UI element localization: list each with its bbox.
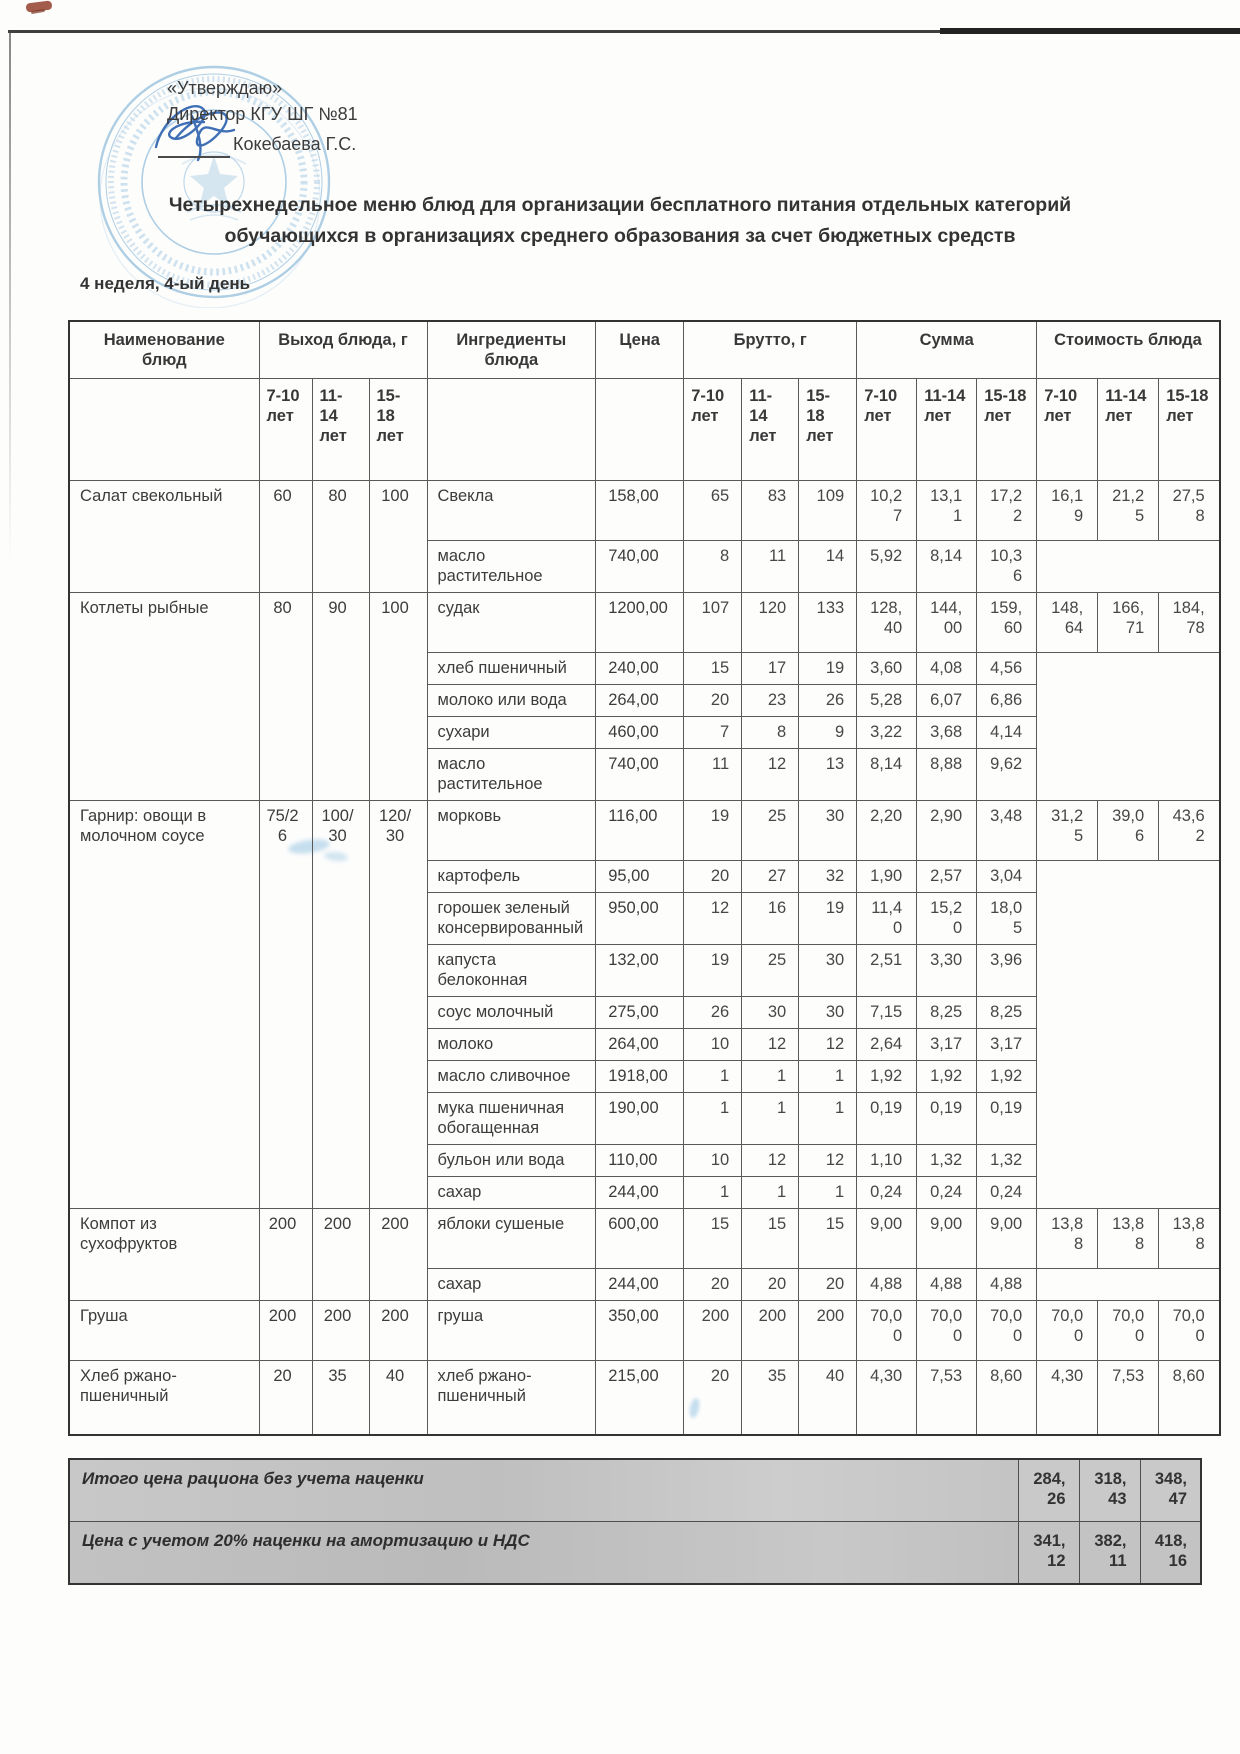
brutto-value: 10 — [684, 1145, 742, 1177]
ingredient-price: 740,00 — [596, 541, 684, 593]
brutto-value: 11 — [684, 749, 742, 801]
sum-value: 0,19 — [857, 1093, 917, 1145]
dish-cost: 70,00 — [1098, 1301, 1159, 1361]
sum-value: 3,22 — [857, 717, 917, 749]
scan-left-edge-shadow — [9, 31, 11, 561]
ingredient-name: сахар — [427, 1177, 596, 1209]
ingredient-price: 244,00 — [596, 1269, 684, 1301]
sum-value: 10,36 — [977, 541, 1037, 593]
brutto-value: 83 — [742, 481, 799, 541]
dish-output: 200 — [312, 1301, 369, 1361]
age-header-output-0: 7-10 лет — [259, 379, 312, 481]
ingredient-price: 158,00 — [596, 481, 684, 541]
sum-value: 4,88 — [857, 1269, 917, 1301]
sum-value: 3,30 — [917, 945, 977, 997]
ingredient-name: бульон или вода — [427, 1145, 596, 1177]
sum-value: 70,00 — [977, 1301, 1037, 1361]
dish-output: 200 — [369, 1301, 427, 1361]
dish-output: 20 — [259, 1361, 312, 1436]
sum-value: 70,00 — [857, 1301, 917, 1361]
sum-value: 6,07 — [917, 685, 977, 717]
brutto-value: 26 — [684, 997, 742, 1029]
ingredient-name: молоко — [427, 1029, 596, 1061]
sum-value: 144,00 — [917, 593, 977, 653]
sum-value: 4,08 — [917, 653, 977, 685]
sum-value: 10,27 — [857, 481, 917, 541]
brutto-value: 30 — [799, 945, 857, 997]
age-header-cost-1: 11-14 лет — [1098, 379, 1159, 481]
ingredient-price: 244,00 — [596, 1177, 684, 1209]
sum-value: 0,24 — [917, 1177, 977, 1209]
sum-value: 1,10 — [857, 1145, 917, 1177]
brutto-value: 15 — [684, 1209, 742, 1269]
dish-output: 100/30 — [312, 801, 369, 1209]
age-header-output-1: 11-14 лет — [312, 379, 369, 481]
cost-empty-cell — [1037, 1269, 1220, 1301]
cost-empty-cell — [1037, 653, 1220, 801]
age-header-sum-2: 15-18 лет — [977, 379, 1037, 481]
brutto-value: 23 — [742, 685, 799, 717]
signer-name: Кокебаева Г.С. — [233, 134, 357, 154]
age-header-brutto-1: 11-14 лет — [742, 379, 799, 481]
ingredient-price: 110,00 — [596, 1145, 684, 1177]
dish-cost: 8,60 — [1159, 1361, 1220, 1436]
sum-value: 5,92 — [857, 541, 917, 593]
dish-name: Компот из сухофруктов — [69, 1209, 259, 1301]
empty-header-cell — [596, 379, 684, 481]
sum-value: 3,68 — [917, 717, 977, 749]
dish-output: 90 — [312, 593, 369, 801]
ingredient-price: 950,00 — [596, 893, 684, 945]
sum-value: 15,20 — [917, 893, 977, 945]
dish-cost: 13,88 — [1159, 1209, 1220, 1269]
dish-output: 40 — [369, 1361, 427, 1436]
brutto-value: 8 — [742, 717, 799, 749]
ingredient-price: 350,00 — [596, 1301, 684, 1361]
age-header-brutto-0: 7-10 лет — [684, 379, 742, 481]
scan-edge-line-dark — [940, 28, 1240, 34]
brutto-value: 19 — [799, 893, 857, 945]
sum-value: 5,28 — [857, 685, 917, 717]
sum-value: 1,32 — [917, 1145, 977, 1177]
cost-empty-cell — [1037, 861, 1220, 1209]
dish-cost: 13,88 — [1098, 1209, 1159, 1269]
dish-output: 120/30 — [369, 801, 427, 1209]
col-header-sum: Сумма — [857, 321, 1037, 379]
table-row — [69, 1361, 1220, 1436]
age-header-output-2: 15-18 лет — [369, 379, 427, 481]
sum-value: 3,04 — [977, 861, 1037, 893]
empty-header-cell — [427, 379, 596, 481]
ingredient-name: сухари — [427, 717, 596, 749]
ingredient-price: 460,00 — [596, 717, 684, 749]
brutto-value: 12 — [799, 1145, 857, 1177]
sum-value: 2,20 — [857, 801, 917, 861]
totals-table — [68, 1458, 1202, 1585]
dish-output: 100 — [369, 481, 427, 593]
brutto-value: 13 — [799, 749, 857, 801]
ingredient-price: 1918,00 — [596, 1061, 684, 1093]
dish-cost: 13,88 — [1037, 1209, 1098, 1269]
dish-name: Хлеб ржано-пшеничный — [69, 1361, 259, 1436]
brutto-value: 27 — [742, 861, 799, 893]
ingredient-name: капуста белоконная — [427, 945, 596, 997]
dish-name: Гарнир: овощи в молочном соусе — [69, 801, 259, 1209]
totals-label: Цена с учетом 20% наценки на амортизацию и НДС — [69, 1522, 1018, 1585]
week-day-label: 4 неделя, 4-ый день — [80, 274, 251, 293]
ingredient-name: морковь — [427, 801, 596, 861]
brutto-value: 20 — [684, 1361, 742, 1436]
age-header-cost-2: 15-18 лет — [1159, 379, 1220, 481]
dish-cost: 43,62 — [1159, 801, 1220, 861]
brutto-value: 19 — [684, 945, 742, 997]
dish-output: 200 — [259, 1209, 312, 1301]
table-row — [69, 1301, 1220, 1361]
sum-value: 159,60 — [977, 593, 1037, 653]
brutto-value: 12 — [742, 1145, 799, 1177]
sum-value: 9,00 — [857, 1209, 917, 1269]
dish-output: 200 — [312, 1209, 369, 1301]
brutto-value: 12 — [799, 1029, 857, 1061]
sum-value: 8,60 — [977, 1361, 1037, 1436]
sum-value: 128,40 — [857, 593, 917, 653]
brutto-value: 200 — [684, 1301, 742, 1361]
col-header-brutto: Брутто, г — [684, 321, 857, 379]
ingredient-price: 275,00 — [596, 997, 684, 1029]
brutto-value: 200 — [742, 1301, 799, 1361]
sum-value: 9,62 — [977, 749, 1037, 801]
ingredient-name: сахар — [427, 1269, 596, 1301]
signature-line — [158, 156, 230, 158]
table-row — [69, 801, 1220, 861]
brutto-value: 14 — [799, 541, 857, 593]
sum-value: 1,32 — [977, 1145, 1037, 1177]
sum-value: 3,48 — [977, 801, 1037, 861]
brutto-value: 120 — [742, 593, 799, 653]
sum-value: 2,64 — [857, 1029, 917, 1061]
dish-name: Котлеты рыбные — [69, 593, 259, 801]
dish-output: 35 — [312, 1361, 369, 1436]
sum-value: 7,53 — [917, 1361, 977, 1436]
table-zone — [68, 320, 1221, 1585]
sum-value: 8,14 — [917, 541, 977, 593]
brutto-value: 1 — [684, 1177, 742, 1209]
brutto-value: 19 — [799, 653, 857, 685]
dish-cost: 70,00 — [1037, 1301, 1098, 1361]
sum-value: 4,30 — [857, 1361, 917, 1436]
sum-value: 0,19 — [977, 1093, 1037, 1145]
sum-value: 9,00 — [977, 1209, 1037, 1269]
brutto-value: 109 — [799, 481, 857, 541]
col-header-cost: Стоимость блюда — [1037, 321, 1220, 379]
brutto-value: 35 — [742, 1361, 799, 1436]
document-title-line2: обучающихся в организациях среднего образования за счет бюджетных средств — [224, 225, 1016, 247]
ingredient-name: картофель — [427, 861, 596, 893]
col-header-price: Цена — [596, 321, 684, 379]
brutto-value: 26 — [799, 685, 857, 717]
ingredient-price: 600,00 — [596, 1209, 684, 1269]
director-label: Директор КГУ ШГ №81 — [167, 104, 358, 124]
totals-value: 418,16 — [1140, 1522, 1201, 1585]
dish-cost: 166,71 — [1098, 593, 1159, 653]
brutto-value: 10 — [684, 1029, 742, 1061]
sum-value: 1,92 — [977, 1061, 1037, 1093]
ingredient-name: масло растительное — [427, 749, 596, 801]
sum-value: 3,17 — [917, 1029, 977, 1061]
ingredient-price: 215,00 — [596, 1361, 684, 1436]
sum-value: 1,92 — [917, 1061, 977, 1093]
brutto-value: 19 — [684, 801, 742, 861]
brutto-value: 20 — [684, 685, 742, 717]
brutto-value: 200 — [799, 1301, 857, 1361]
brutto-value: 20 — [684, 861, 742, 893]
totals-row — [69, 1522, 1201, 1585]
table-row — [69, 481, 1220, 541]
ingredient-name: яблоки сушеные — [427, 1209, 596, 1269]
sum-value: 3,96 — [977, 945, 1037, 997]
dish-cost: 16,19 — [1037, 481, 1098, 541]
sum-value: 8,25 — [917, 997, 977, 1029]
brutto-value: 1 — [742, 1061, 799, 1093]
sum-value: 4,14 — [977, 717, 1037, 749]
brutto-value: 20 — [684, 1269, 742, 1301]
sum-value: 17,22 — [977, 481, 1037, 541]
sum-value: 70,00 — [917, 1301, 977, 1361]
dish-output: 200 — [369, 1209, 427, 1301]
dish-cost: 27,58 — [1159, 481, 1220, 541]
sum-value: 3,60 — [857, 653, 917, 685]
brutto-value: 1 — [742, 1093, 799, 1145]
dish-output: 80 — [259, 593, 312, 801]
dish-output: 100 — [369, 593, 427, 801]
brutto-value: 25 — [742, 945, 799, 997]
dish-cost: 184,78 — [1159, 593, 1220, 653]
ingredient-price: 264,00 — [596, 1029, 684, 1061]
brutto-value: 1 — [799, 1093, 857, 1145]
col-header-dishes: Наименование блюд — [69, 321, 259, 379]
cost-empty-cell — [1037, 541, 1220, 593]
col-header-ingredients: Ингредиенты блюда — [427, 321, 596, 379]
table-row — [69, 593, 1220, 653]
sum-value: 18,05 — [977, 893, 1037, 945]
totals-value: 284,26 — [1018, 1459, 1079, 1522]
ingredient-name: мука пшеничная обогащенная — [427, 1093, 596, 1145]
age-header-sum-0: 7-10 лет — [857, 379, 917, 481]
ingredient-name: горошек зеленый консервированный — [427, 893, 596, 945]
dish-name: Груша — [69, 1301, 259, 1361]
brutto-value: 20 — [799, 1269, 857, 1301]
sum-value: 13,11 — [917, 481, 977, 541]
document-title-line1: Четырехнедельное меню блюд для организации бесплатного питания отдельных категорий — [168, 194, 1072, 216]
ingredient-price: 132,00 — [596, 945, 684, 997]
totals-row — [69, 1459, 1201, 1522]
ingredient-price: 95,00 — [596, 861, 684, 893]
dish-cost: 148,64 — [1037, 593, 1098, 653]
sum-value: 0,24 — [857, 1177, 917, 1209]
sum-value: 7,15 — [857, 997, 917, 1029]
sum-value: 4,88 — [917, 1269, 977, 1301]
sum-value: 3,17 — [977, 1029, 1037, 1061]
sum-value: 1,92 — [857, 1061, 917, 1093]
sum-value: 11,40 — [857, 893, 917, 945]
approve-label: «Утверждаю» — [167, 78, 283, 98]
ingredient-price: 240,00 — [596, 653, 684, 685]
sum-value: 0,24 — [977, 1177, 1037, 1209]
brutto-value: 30 — [799, 997, 857, 1029]
brutto-value: 30 — [742, 997, 799, 1029]
brutto-value: 1 — [799, 1177, 857, 1209]
ingredient-name: судак — [427, 593, 596, 653]
dish-output: 80 — [312, 481, 369, 593]
sum-value: 0,19 — [917, 1093, 977, 1145]
ingredient-price: 190,00 — [596, 1093, 684, 1145]
ingredient-price: 1200,00 — [596, 593, 684, 653]
ingredient-name: груша — [427, 1301, 596, 1361]
brutto-value: 12 — [742, 749, 799, 801]
brutto-value: 11 — [742, 541, 799, 593]
ingredient-name: масло сливочное — [427, 1061, 596, 1093]
sum-value: 2,90 — [917, 801, 977, 861]
brutto-value: 15 — [742, 1209, 799, 1269]
menu-table — [68, 320, 1221, 1436]
age-header-cost-0: 7-10 лет — [1037, 379, 1098, 481]
ingredient-price: 264,00 — [596, 685, 684, 717]
brutto-value: 12 — [684, 893, 742, 945]
ingredient-name: Свекла — [427, 481, 596, 541]
brutto-value: 9 — [799, 717, 857, 749]
brutto-value: 30 — [799, 801, 857, 861]
brutto-value: 32 — [799, 861, 857, 893]
totals-value: 348,47 — [1140, 1459, 1201, 1522]
brutto-value: 65 — [684, 481, 742, 541]
age-header-sum-1: 11-14 лет — [917, 379, 977, 481]
brutto-value: 133 — [799, 593, 857, 653]
totals-value: 382,11 — [1079, 1522, 1140, 1585]
brutto-value: 16 — [742, 893, 799, 945]
sum-value: 8,14 — [857, 749, 917, 801]
dish-output: 200 — [259, 1301, 312, 1361]
brutto-value: 15 — [684, 653, 742, 685]
sum-value: 6,86 — [977, 685, 1037, 717]
brutto-value: 12 — [742, 1029, 799, 1061]
brutto-value: 17 — [742, 653, 799, 685]
dish-output: 60 — [259, 481, 312, 593]
brutto-value: 1 — [684, 1061, 742, 1093]
dish-name: Салат свекольный — [69, 481, 259, 593]
ingredient-name: соус молочный — [427, 997, 596, 1029]
sum-value: 2,51 — [857, 945, 917, 997]
totals-label: Итого цена рациона без учета наценки — [69, 1459, 1018, 1522]
brutto-value: 20 — [742, 1269, 799, 1301]
age-header-brutto-2: 15-18 лет — [799, 379, 857, 481]
brutto-value: 25 — [742, 801, 799, 861]
empty-header-cell — [69, 379, 259, 481]
sum-value: 9,00 — [917, 1209, 977, 1269]
brutto-value: 107 — [684, 593, 742, 653]
brutto-value: 15 — [799, 1209, 857, 1269]
ingredient-name: хлеб пшеничный — [427, 653, 596, 685]
totals-value: 318,43 — [1079, 1459, 1140, 1522]
dish-cost: 4,30 — [1037, 1361, 1098, 1436]
brutto-value: 8 — [684, 541, 742, 593]
dish-cost: 21,25 — [1098, 481, 1159, 541]
sum-value: 4,88 — [977, 1269, 1037, 1301]
sum-value: 1,90 — [857, 861, 917, 893]
dish-cost: 70,00 — [1159, 1301, 1220, 1361]
brutto-value: 1 — [799, 1061, 857, 1093]
sum-value: 2,57 — [917, 861, 977, 893]
table-row — [69, 1209, 1220, 1269]
dish-cost: 39,06 — [1098, 801, 1159, 861]
ingredient-name: хлеб ржано-пшеничный — [427, 1361, 596, 1436]
ingredient-name: масло растительное — [427, 541, 596, 593]
ingredient-price: 740,00 — [596, 749, 684, 801]
sum-value: 4,56 — [977, 653, 1037, 685]
totals-value: 341,12 — [1018, 1522, 1079, 1585]
sum-value: 8,25 — [977, 997, 1037, 1029]
brutto-value: 1 — [742, 1177, 799, 1209]
brutto-value: 40 — [799, 1361, 857, 1436]
col-header-output: Выход блюда, г — [259, 321, 427, 379]
ingredient-price: 116,00 — [596, 801, 684, 861]
ingredient-name: молоко или вода — [427, 685, 596, 717]
document-title — [70, 190, 1170, 252]
brutto-value: 7 — [684, 717, 742, 749]
dish-cost: 7,53 — [1098, 1361, 1159, 1436]
dish-output: 75/26 — [259, 801, 312, 1209]
dish-cost: 31,25 — [1037, 801, 1098, 861]
sum-value: 8,88 — [917, 749, 977, 801]
brutto-value: 1 — [684, 1093, 742, 1145]
